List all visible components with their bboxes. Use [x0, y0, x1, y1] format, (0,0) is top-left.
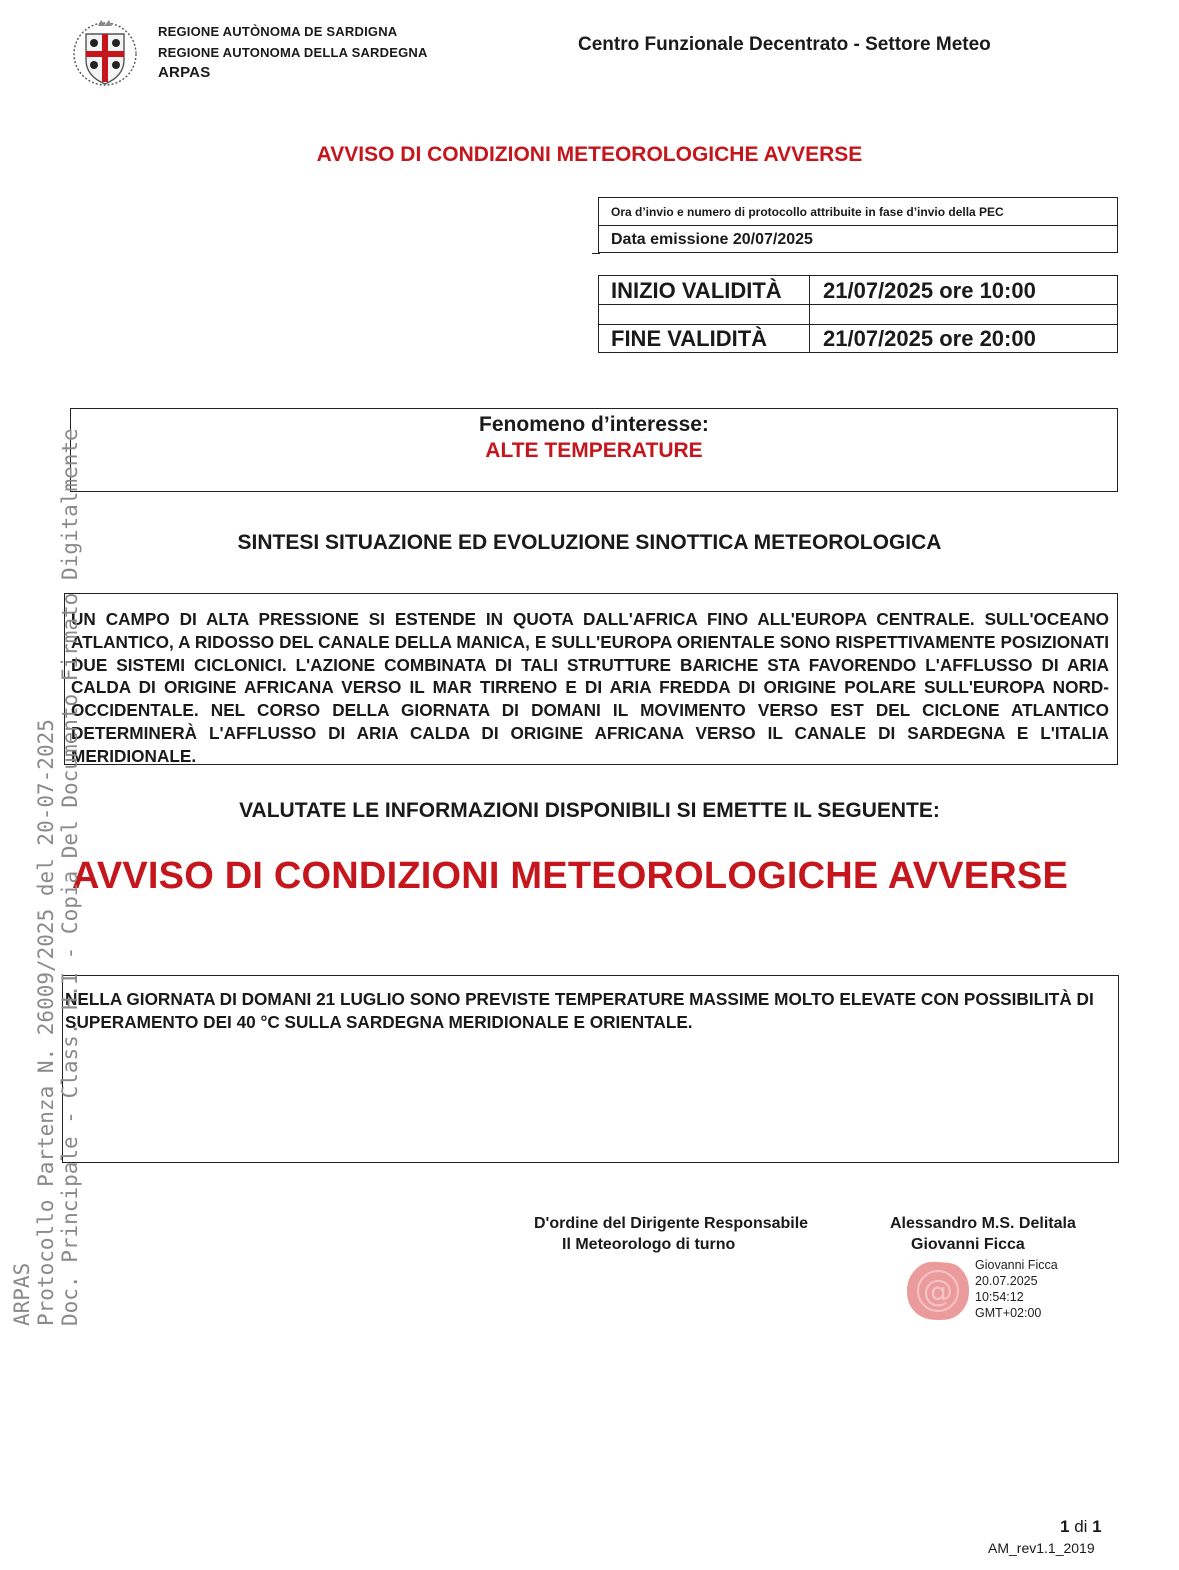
phenomenon-value: ALTE TEMPERATURE: [485, 439, 703, 462]
phenomenon-box: [70, 408, 1118, 492]
issue-date: Data emissione 20/07/2025: [611, 231, 813, 248]
validity-column-divider: [809, 276, 810, 352]
synoptic-title: SINTESI SITUAZIONE ED EVOLUZIONE SINOTTICA METEOROLOGICA: [237, 531, 942, 554]
forecast-box: [62, 975, 1119, 1163]
validity-table: [598, 275, 1118, 353]
page-total: 1: [1092, 1517, 1102, 1536]
notice-title: AVVISO DI CONDIZIONI METEOROLOGICHE AVVERSE: [316, 143, 863, 166]
svg-text:@: @: [923, 1274, 953, 1309]
forecast-text: NELLA GIORNATA DI DOMANI 21 LUGLIO SONO PREVISTE TEMPERATURE MASSIME MOLTO ELEVATE CON POSSIBILITÀ DI SUPERAMENTO DEI 40 °C SULLA SARDEGNA MERIDIONALE E ORIENTALE.: [65, 989, 1094, 1032]
validity-row-start: [599, 276, 1117, 305]
evaluation-statement: VALUTATE LE INFORMAZIONI DISPONIBILI SI EMETTE IL SEGUENTE:: [239, 799, 940, 822]
watermark-line2: Protocollo Partenza N. 26009/2025 del 20-07-2025: [34, 719, 58, 1326]
main-notice-title: AVVISO DI CONDIZIONI METEOROLOGICHE AVVERSE: [72, 855, 1068, 897]
watermark-line3: Doc. Principale - Class. H.I - Copia Del Documento Firmato Digitalmente: [58, 428, 82, 1326]
signature-left-line1: D'ordine del Dirigente Responsabile: [534, 1215, 809, 1232]
page-of: di: [1074, 1517, 1088, 1536]
validity-end-value: 21/07/2025 ore 20:00: [823, 326, 1036, 351]
pec-protocol-note: Ora d’invio e numero di protocollo attribuite in fase d’invio della PEC: [599, 198, 1117, 226]
org-name-sardinian: REGIONE AUTÒNOMA DE SARDIGNA: [158, 24, 398, 39]
signature-left-line2: Il Meteorologo di turno: [562, 1236, 736, 1253]
signature-right-line2: Giovanni Ficca: [911, 1236, 1025, 1253]
synoptic-text: UN CAMPO DI ALTA PRESSIONE SI ESTENDE IN QUOTA DALL'AFRICA FINO ALL'EUROPA CENTRALE. SULL'OCEANO ATLANTICO, A RIDOSSO DEL CANALE DELLA MANICA, E SULL'EUROPA ORIENTALE SONO RISPETTIVAMENTE POSIZIONATI DUE SISTEMI CICLONICI. L'AZIONE COMBINATA DI TALI STRUTTURE BARICHE STA FAVORENDO L'AFFLUSSO DI ARIA CALDA DI ORIGINE AFRICANA VERSO IL MAR TIRRENO E DI ARIA FREDDA DI ORIGINE POLARE SULL'EUROPA NORD-OCCIDENTALE. NEL CORSO DELLA GIORNATA DI DOMANI IL MOVIMENTO VERSO EST DEL CICLONE ATLANTICO DETERMINERÀ L'AFFLUSSO DI ARIA CALDA DI ORIGINE AFRICANA VERSO IL CANALE DI SARDEGNA E L'ITALIA MERIDIONALE.: [71, 609, 1109, 766]
sardinia-coat-of-arms-icon: [70, 16, 140, 90]
watermark-line1: ARPAS: [10, 1262, 34, 1326]
stamp-date: 20.07.2025: [975, 1274, 1038, 1288]
stamp-timezone: GMT+02:00: [975, 1306, 1042, 1320]
page-current: 1: [1060, 1517, 1070, 1536]
digital-signature-seal-icon: [905, 1260, 971, 1322]
department-title: Centro Funzionale Decentrato - Settore Meteo: [578, 34, 991, 55]
protocol-watermark: [10, 428, 82, 1326]
revision-code: AM_rev1.1_2019: [988, 1540, 1095, 1556]
org-name-italian: REGIONE AUTONOMA DELLA SARDEGNA: [158, 45, 428, 60]
pec-info-box: [598, 197, 1118, 253]
pec-box-divider: [592, 253, 600, 254]
validity-start-value: 21/07/2025 ore 10:00: [823, 278, 1036, 303]
validity-start-label: INIZIO VALIDITÀ: [611, 278, 782, 303]
org-acronym: ARPAS: [158, 64, 211, 81]
validity-row-spacer: [599, 305, 1117, 325]
validity-end-label: FINE VALIDITÀ: [611, 326, 768, 351]
synoptic-box: [64, 593, 1118, 765]
stamp-time: 10:54:12: [975, 1290, 1024, 1304]
signature-right-line1: Alessandro M.S. Delitala: [890, 1215, 1076, 1232]
page-indicator: [1060, 1517, 1102, 1537]
phenomenon-label: Fenomeno d’interesse:: [479, 413, 709, 436]
stamp-signer-name: Giovanni Ficca: [975, 1258, 1058, 1272]
